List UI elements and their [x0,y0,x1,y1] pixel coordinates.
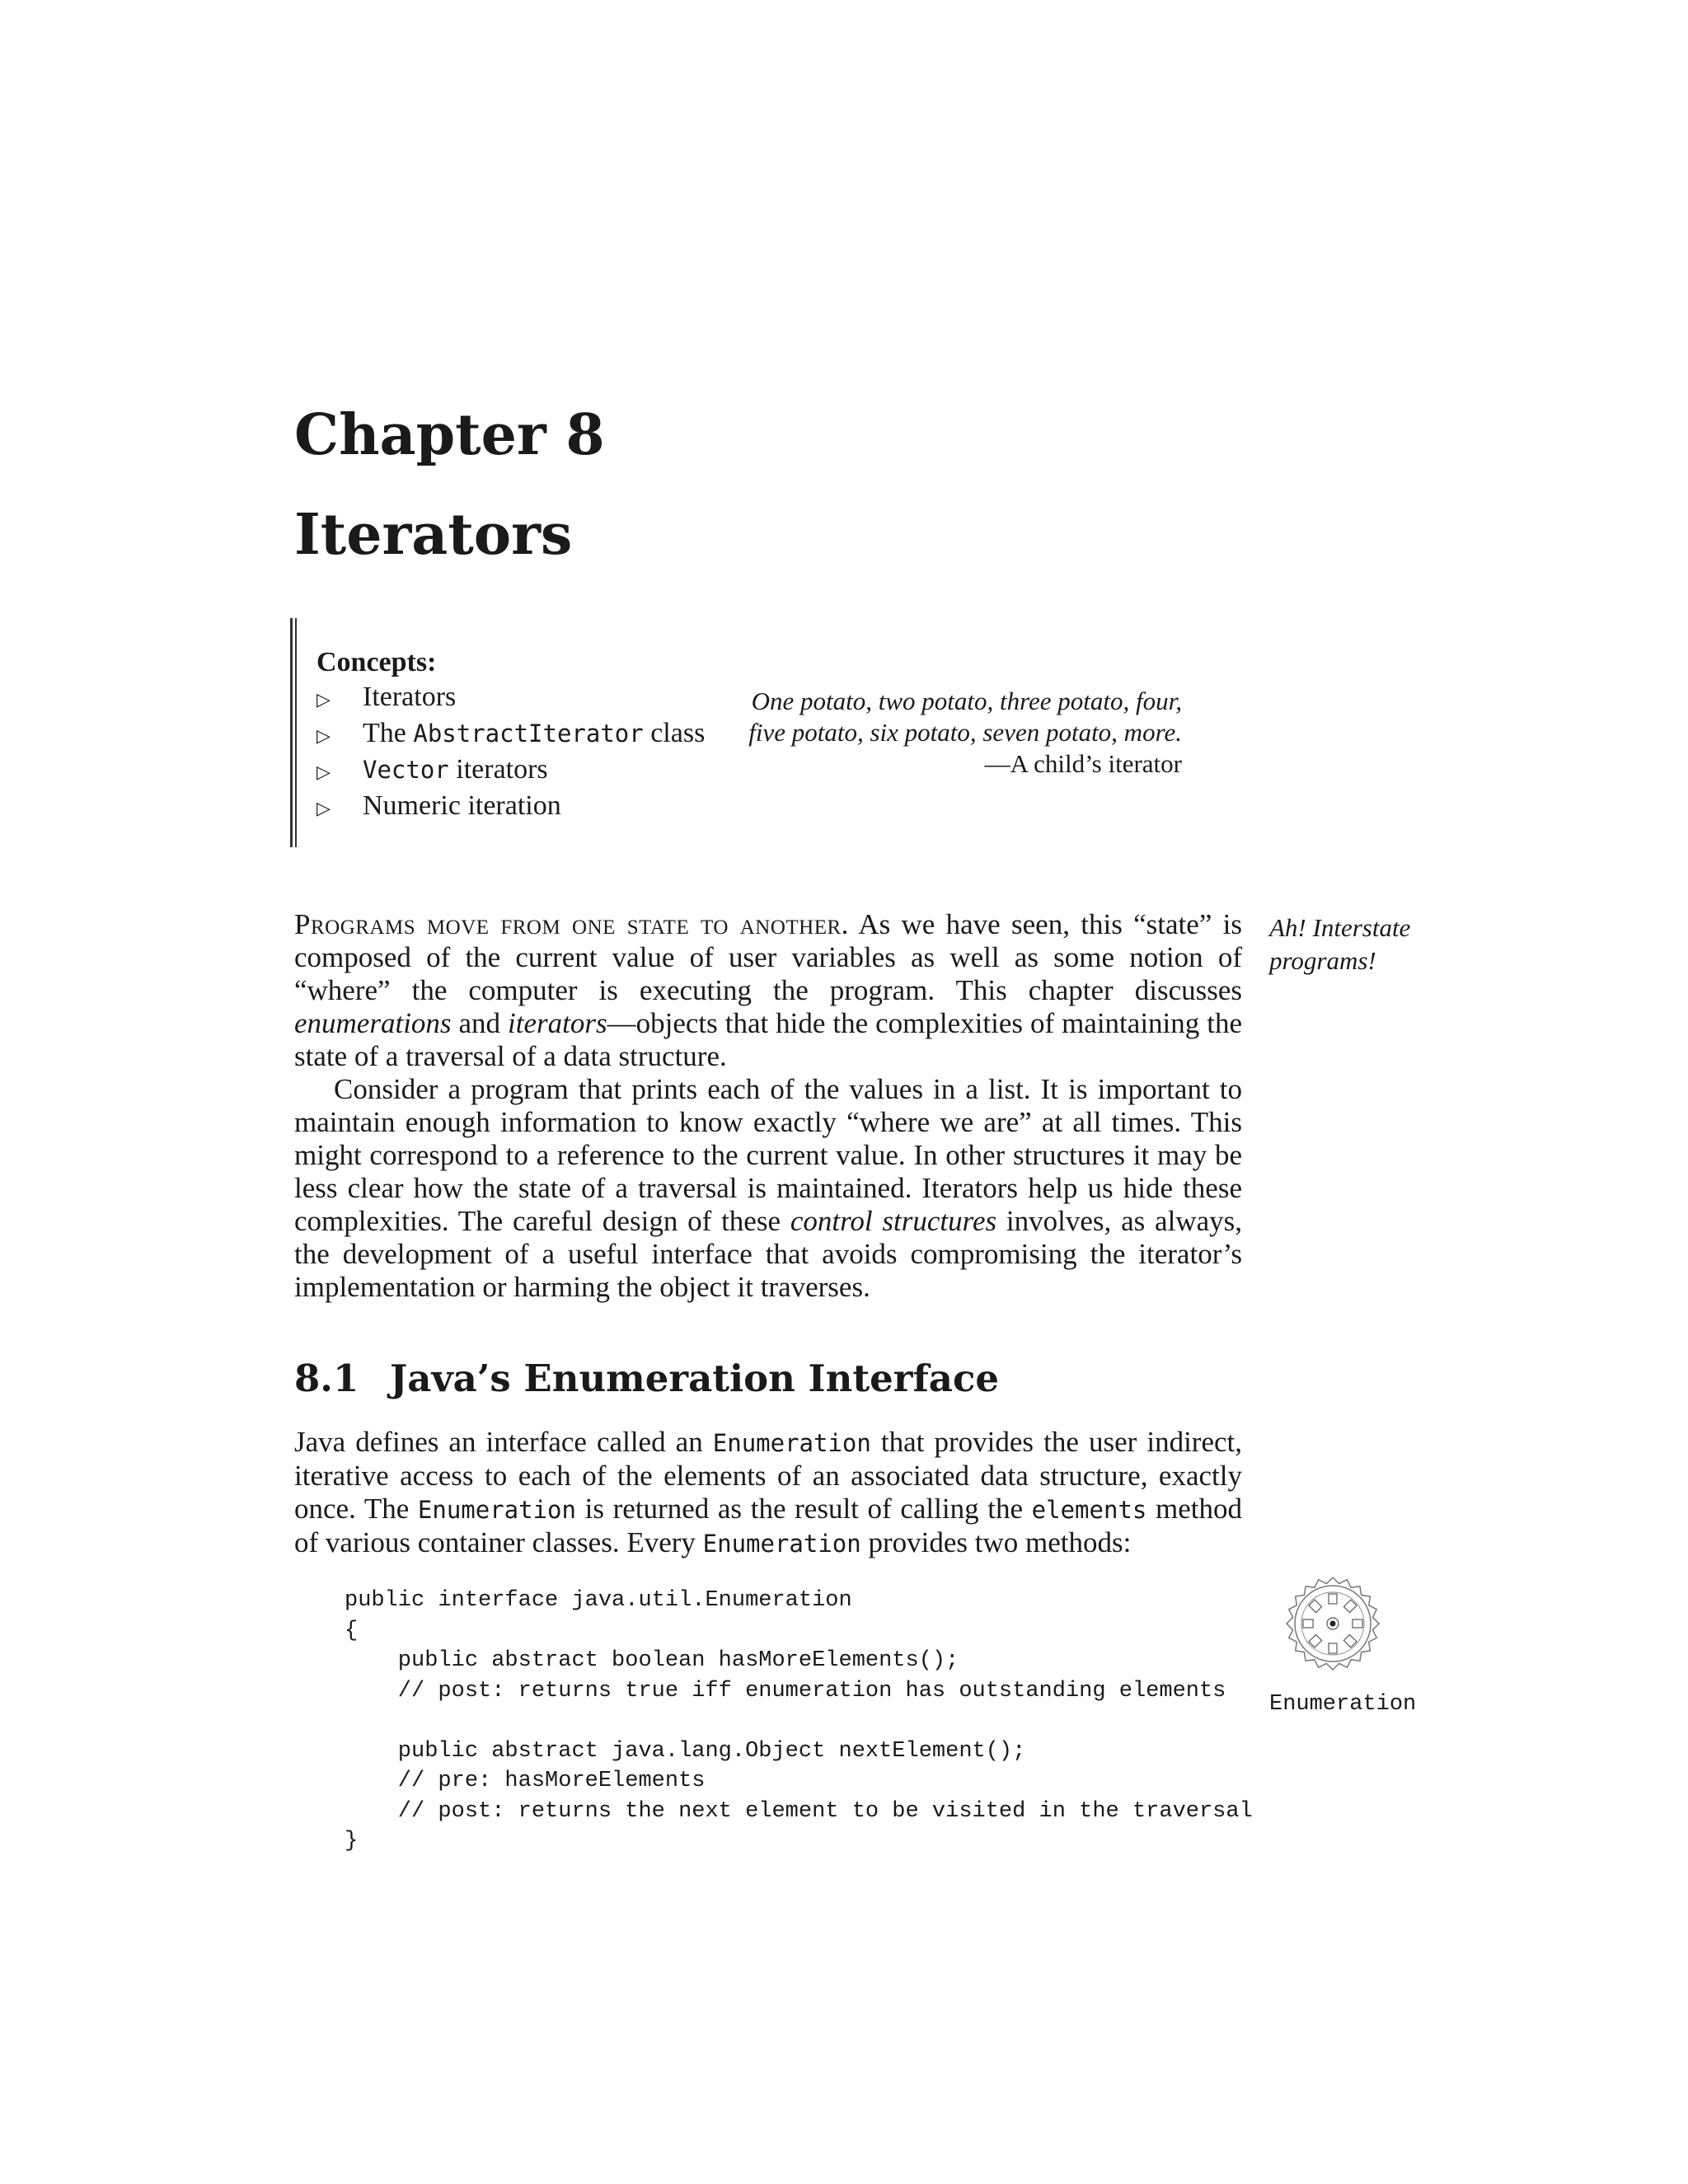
concept-item [316,681,705,717]
concept-text [363,753,548,786]
code-line: public abstract boolean hasMoreElements(); [345,1648,959,1673]
code-block [345,1586,1253,1857]
concept-text-post: class [643,718,706,748]
concept-text-pre: The [363,718,414,748]
epigraph-attribution: —A child’s iterator [984,749,1182,778]
section-title: Java’s Enumeration Interface [390,1357,999,1400]
emphasis: enumerations [294,1007,452,1039]
text-run: involves, as always, the development of a useful interface that avoids compromising the iterator’s implementation or harming the object it traverses. [294,1205,1242,1303]
concept-text [363,717,705,750]
concept-text: Iterators [363,682,457,712]
gear-slot [1303,1619,1313,1628]
gear-slot [1353,1619,1362,1628]
section-number: 8.1 [294,1357,359,1400]
concept-item [316,790,705,826]
text-run: Java defines an interface called an [294,1426,713,1458]
code-line: public abstract java.lang.Object nextElement(); [345,1738,1026,1764]
epigraph [727,686,1182,780]
code-line: } [345,1829,359,1854]
concept-code: Vector [363,756,449,784]
concept-item [316,753,705,790]
gear-center [1330,1621,1336,1627]
emphasis: iterators [508,1007,607,1039]
triangle-bullet-icon: ▷ [316,799,331,819]
intro-text [294,908,1242,1304]
text-run: provides two methods: [860,1526,1132,1558]
epigraph-line: One potato, two potato, three potato, four, [751,687,1182,715]
section-text [294,1426,1242,1560]
margin-note-line: Ah! Interstate [1269,913,1411,942]
gear-icon [1282,1572,1384,1675]
emphasis: control structures [790,1205,997,1237]
intro-paragraph [294,908,1242,1073]
gear-slot [1329,1594,1337,1604]
concept-code: AbstractIterator [413,719,644,748]
code-line [345,1706,1253,1736]
code-line: // post: returns the next element to be visited in the traversal [345,1798,1253,1824]
inline-code: Enumeration [417,1496,576,1524]
inline-code: Enumeration [702,1530,861,1558]
text-run: and [451,1007,509,1039]
concept-text: Numeric iteration [363,790,561,821]
triangle-bullet-icon: ▷ [316,762,331,783]
gear-icon-graphic [1282,1572,1384,1675]
margin-note [1269,912,1459,977]
section-paragraph [294,1426,1242,1560]
chapter-title: Iterators [294,502,573,568]
concepts-list [316,681,705,826]
code-line: // pre: hasMoreElements [345,1769,706,1793]
text-run: is returned as the result of calling the [575,1493,1032,1525]
inline-code: elements [1031,1496,1147,1524]
margin-icon-label: Enumeration [1269,1692,1417,1717]
triangle-bullet-icon: ▷ [316,726,331,747]
text-run: Consider a program that prints each of the values in a list. It is important to maintain enough information to know exactly “where we are” at all times. This might correspond to a reference to the current value. In other structures it may be less clear how the state of a traversal is maintained. Iterators help us hide these complexities. The careful design of these [294,1073,1242,1237]
text-run: —objects that hide the complexities of maintaining the state of a traversal of a data structure. [294,1007,1242,1072]
concept-text-post: iterators [448,754,548,785]
concepts-box [290,618,1238,847]
code-line: { [345,1618,359,1643]
code-line: // post: returns true iff enumeration has outstanding elements [345,1678,1226,1704]
section-heading [294,1358,999,1399]
epigraph-line: five potato, six potato, seven potato, more. [748,718,1182,747]
margin-note-line: programs! [1269,946,1376,975]
triangle-bullet-icon: ▷ [316,690,331,710]
concept-item [316,717,705,753]
code-line: public interface java.util.Enumeration [345,1588,852,1613]
intro-lead: Programs move from one state to another. [294,908,849,940]
text-run: that provides the user indirect, iterative access to each of the elements of an associated data structure, exactly once. The [294,1426,1242,1525]
gear-slot [1329,1643,1337,1653]
text-run: method of various container classes. Every [294,1493,1242,1558]
concepts-heading: Concepts: [316,647,437,677]
concepts-rule [290,618,297,847]
inline-code: Enumeration [712,1429,871,1457]
intro-paragraph [294,1073,1242,1304]
text-run: As we have seen, this “state” is composed of the current value of user variables as well as some notion of “where” the computer is executing the program. This chapter discusses [294,908,1243,1006]
chapter-label: Chapter 8 [294,402,605,468]
